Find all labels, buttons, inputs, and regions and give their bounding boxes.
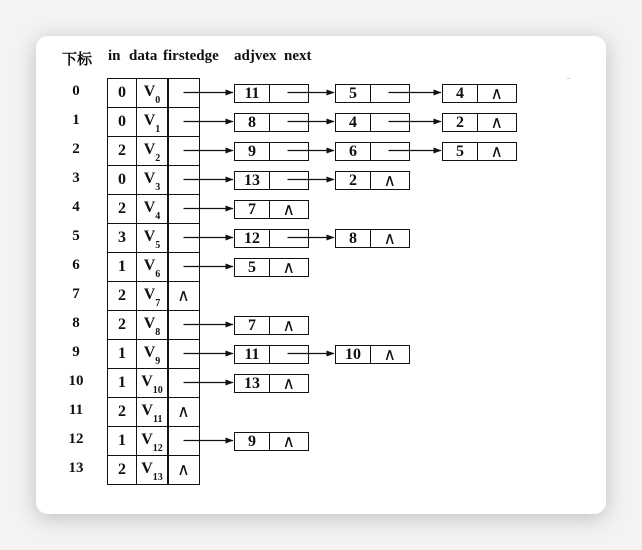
vertex-subscript: 2 <box>155 153 161 165</box>
null-symbol: ∧ <box>490 141 503 162</box>
edge-node-next <box>370 84 411 103</box>
firstedge-cell <box>167 136 200 166</box>
edge-node-next <box>269 316 310 335</box>
in-degree-cell: 0 <box>107 107 137 137</box>
vertex-data-cell <box>136 78 169 108</box>
edge-node-adjvex: 5 <box>442 142 478 161</box>
vertex-data-cell <box>136 281 169 311</box>
vertex-subscript: 3 <box>155 182 161 194</box>
vertex-subscript: 4 <box>155 211 161 223</box>
vertex-data-cell <box>136 426 169 456</box>
in-degree-cell: 2 <box>107 397 137 427</box>
firstedge-cell <box>167 165 200 195</box>
vertex-subscript: 1 <box>155 124 161 136</box>
vertex-index: 3 <box>72 170 80 186</box>
null-symbol: ∧ <box>177 286 190 306</box>
edge-node-adjvex: 13 <box>234 171 270 190</box>
in-degree-cell: 2 <box>107 281 137 311</box>
firstedge-cell <box>167 455 200 485</box>
vertex-label: $V_6$ <box>143 256 161 281</box>
vertex-index: 4 <box>72 199 80 215</box>
edge-node-adjvex: 5 <box>234 258 270 277</box>
in-degree-cell: 1 <box>107 252 137 282</box>
vertex-index: 11 <box>68 402 84 418</box>
firstedge-cell <box>167 397 200 427</box>
firstedge-cell <box>167 310 200 340</box>
vertex-label: $V_0$ <box>143 82 161 107</box>
null-symbol: ∧ <box>490 112 503 133</box>
edge-node-adjvex: 12 <box>234 229 270 248</box>
vertex-label: $V_2$ <box>143 140 161 165</box>
vertex-index: 5 <box>72 228 80 244</box>
edge-node-adjvex: 7 <box>234 316 270 335</box>
vertex-label: $V_5$ <box>143 227 161 252</box>
null-symbol: ∧ <box>177 402 190 422</box>
edge-node-adjvex: 7 <box>234 200 270 219</box>
edge-node-next <box>269 142 310 161</box>
vertex-data-cell <box>136 107 169 137</box>
vertex-label: $V_{12}$ <box>141 430 163 455</box>
edge-node-next <box>477 84 518 103</box>
edge-node-adjvex: 10 <box>335 345 371 364</box>
null-symbol: ∧ <box>383 170 396 191</box>
header-firstedge: firstedge <box>163 48 219 64</box>
edge-node-next <box>477 113 518 132</box>
edge-node-next <box>370 171 411 190</box>
edge-node-next <box>477 142 518 161</box>
edge-node-next <box>269 200 310 219</box>
header-index: 下标 <box>62 52 93 68</box>
null-symbol: ∧ <box>383 344 396 365</box>
null-symbol: ∧ <box>490 83 503 104</box>
vertex-subscript: 0 <box>155 95 161 107</box>
in-degree-cell: 1 <box>107 426 137 456</box>
vertex-subscript: 12 <box>152 443 163 455</box>
null-symbol: ∧ <box>383 228 396 249</box>
edge-node-adjvex: 2 <box>335 171 371 190</box>
edge-node-next <box>269 258 310 277</box>
vertex-label: $V_3$ <box>143 169 161 194</box>
in-degree-cell: 2 <box>107 136 137 166</box>
header-next: next <box>284 48 312 64</box>
edge-node-adjvex: 11 <box>234 84 270 103</box>
vertex-index: 9 <box>72 344 80 360</box>
edge-node-adjvex: 4 <box>335 113 371 132</box>
edge-node-next <box>269 113 310 132</box>
vertex-subscript: 10 <box>152 385 163 397</box>
vertex-data-cell <box>136 397 169 427</box>
header-adjvex: adjvex <box>234 48 277 64</box>
vertex-data-cell <box>136 136 169 166</box>
edge-node-next <box>370 345 411 364</box>
edge-node-next <box>370 113 411 132</box>
vertex-data-cell <box>136 368 169 398</box>
vertex-index: 8 <box>72 315 80 331</box>
vertex-index: 2 <box>72 141 80 157</box>
edge-node-adjvex: 9 <box>234 142 270 161</box>
in-degree-cell: 2 <box>107 455 137 485</box>
edge-node-adjvex: 11 <box>234 345 270 364</box>
in-degree-cell: 0 <box>107 165 137 195</box>
vertex-index: 6 <box>72 257 80 273</box>
in-degree-cell: 1 <box>107 368 137 398</box>
null-symbol: ∧ <box>282 431 295 452</box>
vertex-data-cell <box>136 310 169 340</box>
null-symbol: ∧ <box>282 257 295 278</box>
vertex-label: $V_{13}$ <box>141 459 163 484</box>
vertex-subscript: 9 <box>155 356 161 368</box>
edge-node-next <box>269 432 310 451</box>
firstedge-cell <box>167 339 200 369</box>
null-symbol: ∧ <box>282 315 295 336</box>
vertex-index: 1 <box>72 112 80 128</box>
vertex-subscript: 6 <box>155 269 161 281</box>
edge-node-next <box>269 84 310 103</box>
in-degree-cell: 2 <box>107 194 137 224</box>
edge-node-next <box>269 374 310 393</box>
firstedge-cell <box>167 252 200 282</box>
vertex-label: $V_9$ <box>143 343 161 368</box>
firstedge-cell <box>167 368 200 398</box>
firstedge-cell <box>167 426 200 456</box>
header-data: data <box>129 48 158 64</box>
edge-node-next <box>269 345 310 364</box>
in-degree-cell: 3 <box>107 223 137 253</box>
null-symbol: ∧ <box>282 373 295 394</box>
vertex-label: $V_1$ <box>143 111 161 136</box>
vertex-label: $V_7$ <box>143 285 161 310</box>
vertex-index: 12 <box>68 431 84 447</box>
firstedge-cell <box>167 107 200 137</box>
edge-node-adjvex: 4 <box>442 84 478 103</box>
in-degree-cell: 2 <box>107 310 137 340</box>
vertex-subscript: 7 <box>155 298 161 310</box>
null-symbol: ∧ <box>177 460 190 480</box>
vertex-label: $V_{10}$ <box>141 372 163 397</box>
vertex-data-cell <box>136 339 169 369</box>
edge-node-adjvex: 5 <box>335 84 371 103</box>
edge-node-adjvex: 6 <box>335 142 371 161</box>
vertex-index: 0 <box>72 83 80 99</box>
vertex-label: $V_8$ <box>143 314 161 339</box>
decorative-mark <box>567 78 570 79</box>
in-degree-cell: 0 <box>107 78 137 108</box>
edge-node-adjvex: 2 <box>442 113 478 132</box>
edge-node-adjvex: 9 <box>234 432 270 451</box>
vertex-data-cell <box>136 194 169 224</box>
firstedge-cell <box>167 281 200 311</box>
edge-node-adjvex: 13 <box>234 374 270 393</box>
in-degree-cell: 1 <box>107 339 137 369</box>
firstedge-cell <box>167 194 200 224</box>
vertex-label: $V_{11}$ <box>141 401 163 426</box>
vertex-subscript: 13 <box>152 472 163 484</box>
edge-node-next <box>269 171 310 190</box>
null-symbol: ∧ <box>282 199 295 220</box>
vertex-data-cell <box>136 223 169 253</box>
firstedge-cell <box>167 78 200 108</box>
edge-node-next <box>370 229 411 248</box>
vertex-data-cell <box>136 165 169 195</box>
header-in: in <box>108 48 121 64</box>
edge-node-adjvex: 8 <box>234 113 270 132</box>
edge-node-next <box>370 142 411 161</box>
edge-node-next <box>269 229 310 248</box>
firstedge-cell <box>167 223 200 253</box>
vertex-index: 7 <box>72 286 80 302</box>
vertex-index: 13 <box>68 460 84 476</box>
vertex-subscript: 8 <box>155 327 161 339</box>
vertex-data-cell <box>136 252 169 282</box>
vertex-index: 10 <box>68 373 84 389</box>
vertex-label: $V_4$ <box>143 198 161 223</box>
edge-node-adjvex: 8 <box>335 229 371 248</box>
vertex-subscript: 11 <box>153 414 163 426</box>
vertex-data-cell <box>136 455 169 485</box>
vertex-subscript: 5 <box>155 240 161 252</box>
